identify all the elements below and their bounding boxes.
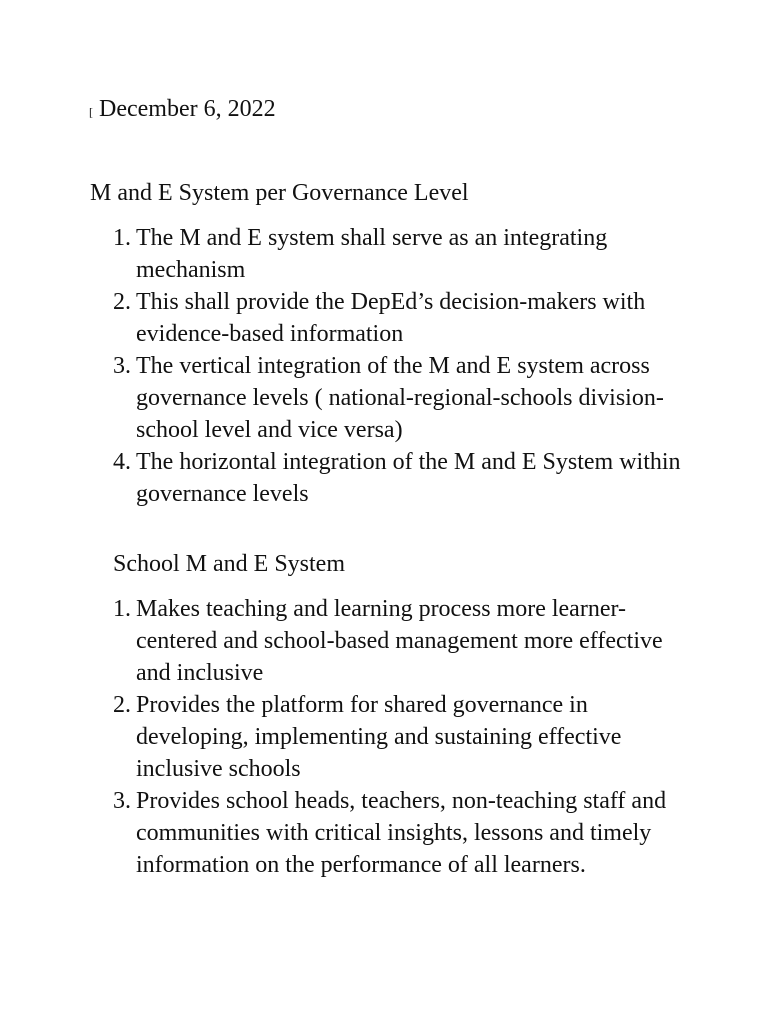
list-item (113, 446, 693, 510)
list-item-text: Makes teaching and learning process more learner-centered and school-based management more effective and inclusive (136, 596, 663, 686)
list-item (113, 593, 693, 689)
list-item-text: The horizontal integration of the M and E System within governance levels (136, 449, 681, 507)
list-item-text: Provides school heads, teachers, non-teaching staff and communities with critical insights, lessons and timely information on the performance of all learners. (136, 788, 667, 878)
list-item-text: The vertical integration of the M and E system across governance levels ( national-regional-schools division-school level and vice versa) (136, 353, 664, 443)
list-item-number: 3. (113, 788, 131, 814)
list-item (113, 350, 693, 446)
date-line (89, 94, 276, 127)
bracket-mark: [ (89, 105, 93, 119)
list-item-number: 4. (113, 449, 131, 475)
list-item-number: 1. (113, 225, 131, 251)
section-heading-governance: M and E System per Governance Level (90, 180, 469, 206)
list-item (113, 286, 693, 350)
school-me-list (113, 593, 693, 881)
list-item-number: 2. (113, 289, 131, 315)
document-date: December 6, 2022 (99, 96, 276, 122)
list-item-number: 2. (113, 692, 131, 718)
list-item-number: 1. (113, 596, 131, 622)
list-item-text: The M and E system shall serve as an integrating mechanism (136, 225, 608, 283)
governance-level-list (113, 222, 693, 510)
section-heading-school: School M and E System (113, 551, 345, 577)
list-item (113, 222, 693, 286)
list-item-text: Provides the platform for shared governance in developing, implementing and sustaining effective inclusive schools (136, 692, 622, 782)
list-item-number: 3. (113, 353, 131, 379)
list-item-text: This shall provide the DepEd’s decision-makers with evidence-based information (136, 289, 646, 347)
list-item (113, 785, 693, 881)
list-item (113, 689, 693, 785)
